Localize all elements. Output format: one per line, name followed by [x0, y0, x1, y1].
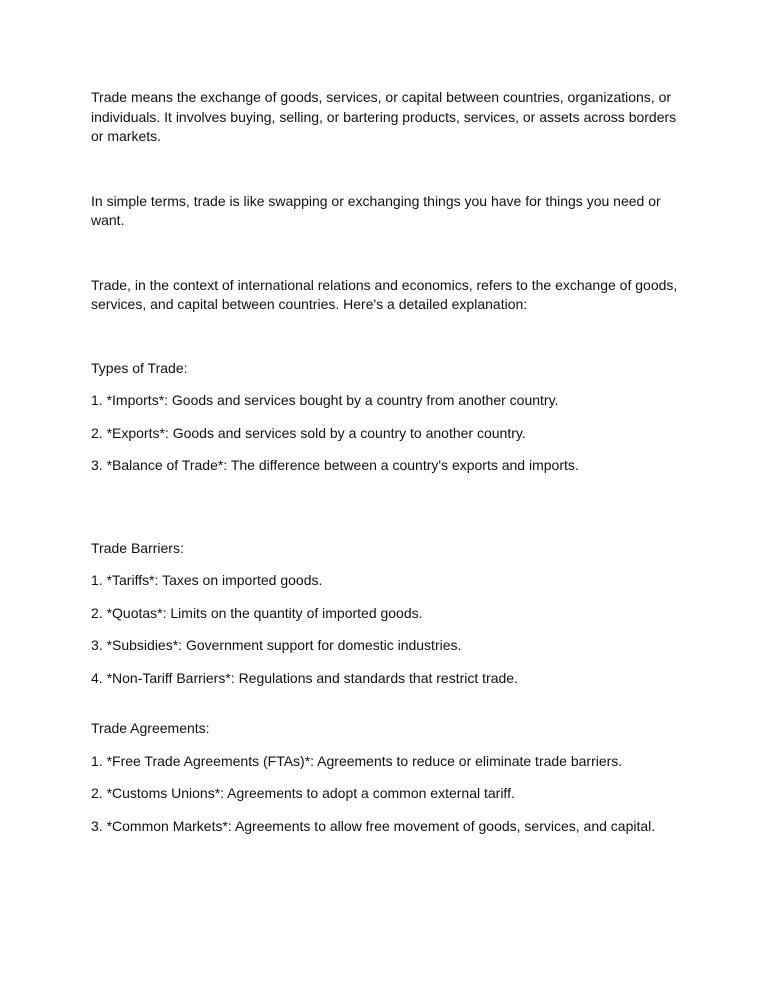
list-item: 1. *Tariffs*: Taxes on imported goods. [91, 572, 323, 588]
list-item: 2. *Exports*: Goods and services sold by a country to another country. [91, 424, 526, 441]
list-item: 1. *Imports*: Goods and services bought by a country from another country. [91, 392, 559, 408]
list-item: 4. *Non-Tariff Barriers*: Regulations and standards that restrict trade. [91, 669, 518, 686]
section-heading: Trade Barriers: [91, 539, 184, 556]
list-item: 2. *Customs Unions*: Agreements to adopt a common external tariff. [91, 785, 515, 801]
section-heading: Types of Trade: [91, 359, 188, 376]
section-spacer [91, 688, 681, 719]
list-item: 1. *Free Trade Agreements (FTAs)*: Agreements to reduce or eliminate trade barriers. [91, 752, 623, 769]
list-item: 2. *Quotas*: Limits on the quantity of imported goods. [91, 604, 423, 621]
intro-paragraph-definition: Trade means the exchange of goods, services, or capital between countries, organizations, or individuals. It involves buying, selling, or bartering products, services, or assets across borders or markets. [91, 89, 677, 144]
list-item: 3. *Subsidies*: Government support for domestic industries. [91, 637, 462, 653]
types-of-trade-section [91, 359, 681, 476]
trade-agreements-section [91, 719, 681, 836]
document-page [91, 88, 681, 836]
list-item: 3. *Common Markets*: Agreements to allow free movement of goods, services, and capital. [91, 817, 656, 834]
section-spacer [91, 476, 681, 539]
intro-paragraph-simple-terms: In simple terms, trade is like swapping or exchanging things you have for things you need or want. [91, 192, 661, 228]
section-heading: Trade Agreements: [91, 720, 210, 736]
intro-paragraph-context: Trade, in the context of international relations and economics, refers to the exchange of goods, services, and capital between countries. Here's a detailed explanation: [91, 276, 678, 312]
trade-barriers-section [91, 539, 681, 689]
list-item: 3. *Balance of Trade*: The difference between a country's exports and imports. [91, 457, 579, 473]
